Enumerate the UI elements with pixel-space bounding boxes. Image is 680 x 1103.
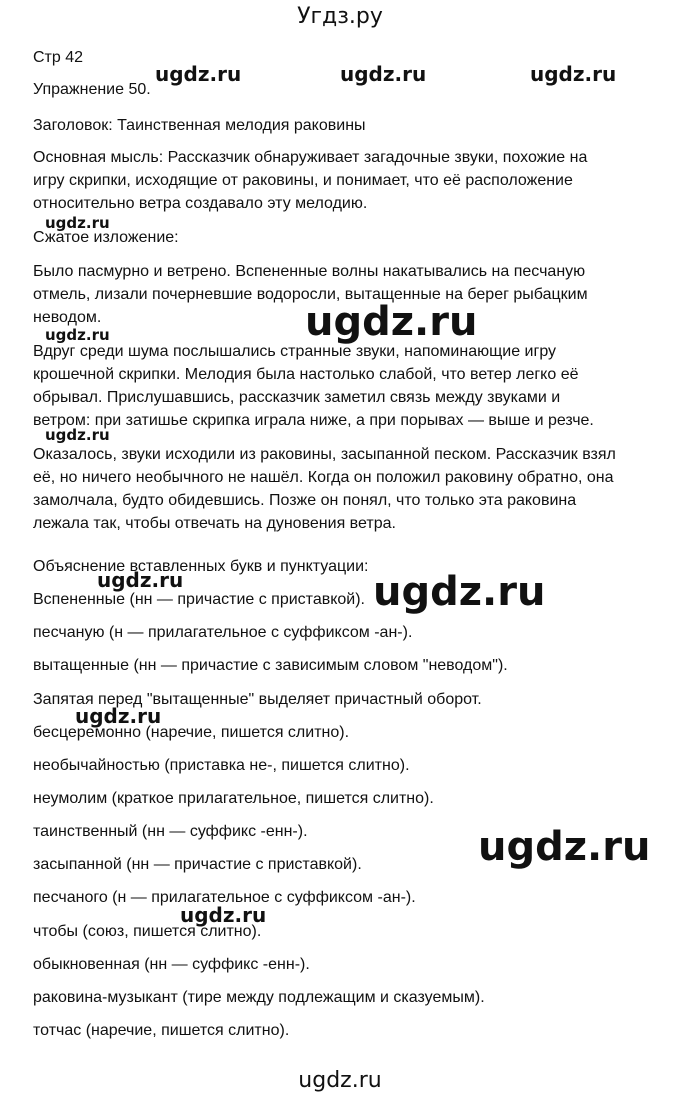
explanation-heading: Объяснение вставленных букв и пунктуации: — [33, 558, 369, 575]
watermark: ugdz.ru — [180, 903, 267, 927]
summary-line: крошечной скрипки. Мелодия была настолько слабой, что ветер легко её — [33, 366, 579, 383]
watermark: ugdz.ru — [45, 214, 110, 232]
explanation-item: песчаную (н — прилагательное с суффиксом -ан-). — [33, 624, 413, 641]
watermark: ugdz.ru — [45, 426, 110, 444]
summary-line: её, но ничего необычного не нашёл. Когда он положил раковину обратно, она — [33, 469, 614, 486]
explanation-item: тотчас (наречие, пишется слитно). — [33, 1022, 290, 1039]
watermark: ugdz.ru — [45, 326, 110, 344]
summary-line: замолчала, будто обидевшись. Позже он понял, что только эта раковина — [33, 492, 577, 509]
watermark: ugdz.ru — [340, 62, 427, 86]
summary-heading: Сжатое изложение: — [33, 229, 179, 246]
explanation-item: неумолим (краткое прилагательное, пишется слитно). — [33, 790, 434, 807]
summary-line: неводом. — [33, 309, 102, 326]
explanation-item: необычайностью (приставка не-, пишется слитно). — [33, 757, 410, 774]
watermark: ugdz.ru — [373, 569, 546, 615]
main-idea-line: Основная мысль: Рассказчик обнаруживает загадочные звуки, похожие на — [33, 149, 588, 166]
exercise-label: Упражнение 50. — [33, 81, 151, 98]
watermark: ugdz.ru — [305, 299, 478, 345]
summary-line: ветром: при затишье скрипка играла ниже, а при порывах — выше и резче. — [33, 412, 594, 429]
watermark: ugdz.ru — [155, 62, 242, 86]
explanation-item: чтобы (союз, пишется слитно). — [33, 923, 262, 940]
explanation-item: обыкновенная (нн — суффикс -енн-). — [33, 956, 310, 973]
watermark: ugdz.ru — [530, 62, 617, 86]
watermark: ugdz.ru — [97, 568, 184, 592]
explanation-item: Вспененные (нн — причастие с приставкой). — [33, 591, 365, 608]
explanation-item: засыпанной (нн — причастие с приставкой). — [33, 856, 362, 873]
main-idea-line: относительно ветра создавало эту мелодию. — [33, 195, 368, 212]
site-header: Угдз.ру — [297, 4, 383, 29]
watermark: ugdz.ru — [478, 824, 651, 870]
summary-line: Оказалось, звуки исходили из раковины, засыпанной песком. Рассказчик взял — [33, 446, 616, 463]
summary-line: обрывал. Прислушавшись, рассказчик заметил связь между звуками и — [33, 389, 561, 406]
site-footer: ugdz.ru — [298, 1068, 382, 1093]
explanation-item: вытащенные (нн — причастие с зависимым словом "неводом"). — [33, 657, 508, 674]
explanation-item: бесцеремонно (наречие, пишется слитно). — [33, 724, 350, 741]
watermark: ugdz.ru — [75, 704, 162, 728]
summary-line: Было пасмурно и ветрено. Вспененные волны накатывались на песчаную — [33, 263, 586, 280]
title-line: Заголовок: Таинственная мелодия раковины — [33, 117, 366, 134]
main-idea-line: игру скрипки, исходящие от раковины, и понимает, что её расположение — [33, 172, 573, 189]
summary-line: отмель, лизали почерневшие водоросли, вытащенные на берег рыбацким — [33, 286, 588, 303]
explanation-item: Запятая перед "вытащенные" выделяет причастный оборот. — [33, 691, 482, 708]
explanation-item: таинственный (нн — суффикс -енн-). — [33, 823, 308, 840]
summary-line: лежала так, чтобы отвечать на дуновения ветра. — [33, 515, 396, 532]
explanation-item: песчаного (н — прилагательное с суффиксом -ан-). — [33, 889, 416, 906]
page-number: Стр 42 — [33, 49, 84, 66]
summary-line: Вдруг среди шума послышались странные звуки, напоминающие игру — [33, 343, 557, 360]
explanation-item: раковина-музыкант (тире между подлежащим и сказуемым). — [33, 989, 485, 1006]
